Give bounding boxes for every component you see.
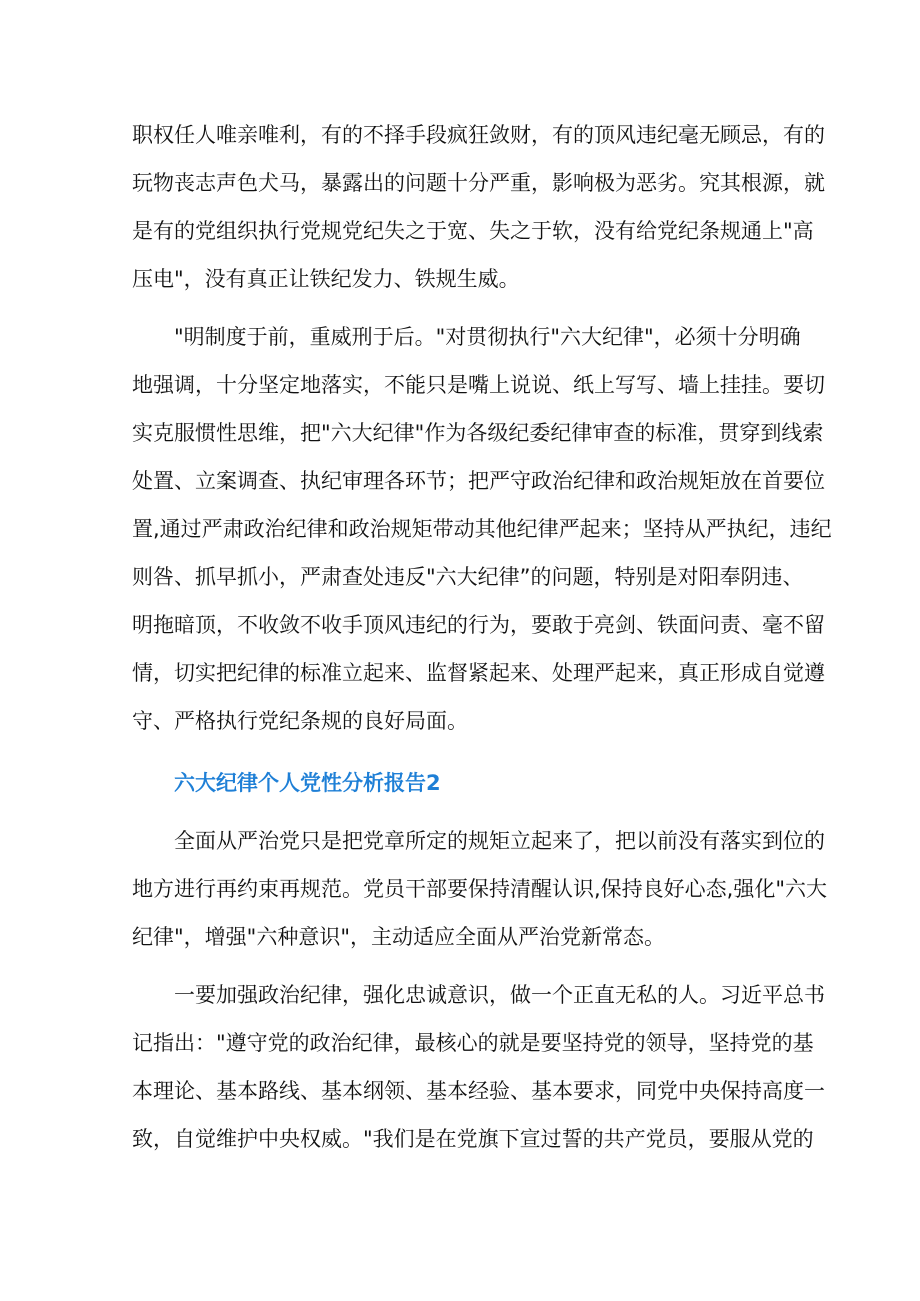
line-text: 地方进行再约束再规范。党员干部要保持清醒认识,保持良好心态,强化"六大: [132, 877, 828, 901]
paragraph-line: [132, 1116, 832, 1162]
paragraph-line: [132, 160, 832, 206]
line-text: 明拖暗顶，不收敛不收手顶风违纪的行为，要敢于亮剑、铁面问责、毫不留: [132, 613, 825, 637]
line-text: 纪律"，增强"六种意识"，主动适应全面从严治党新常态。: [132, 925, 665, 949]
paragraph-line: [132, 458, 832, 504]
paragraph-line: [132, 650, 832, 696]
section-heading: [174, 760, 874, 806]
line-text: 处置、立案调查、执纪审理各环节；把严守政治纪律和政治规矩放在首要位: [132, 469, 825, 493]
paragraph-line: [132, 506, 832, 552]
paragraph-line: [132, 362, 832, 408]
line-text: 实克服惯性思维，把"六大纪律"作为各级纪委纪律审查的标准，贯穿到线索: [132, 421, 824, 445]
line-text: 情，切实把纪律的标准立起来、监督紧起来、处理严起来，真正形成自觉遵: [132, 661, 825, 685]
paragraph-first-line: [174, 818, 834, 864]
paragraph-line: [132, 112, 832, 158]
line-text: 致，自觉维护中央权威。"我们是在党旗下宣过誓的共产党员，要服从党的: [132, 1127, 814, 1151]
paragraph-line: [132, 866, 832, 912]
line-text: 职权任人唯亲唯利，有的不择手段疯狂敛财，有的顶风违纪毫无顾忌，有的: [132, 123, 825, 147]
line-text: "明制度于前，重威刑于后。"对贯彻执行"六大纪律"，必须十分明确: [174, 325, 801, 349]
heading-text: 六大纪律个人党性分析报告2: [174, 771, 441, 795]
line-text: 本理论、基本路线、基本纲领、基本经验、基本要求，同党中央保持高度一: [132, 1079, 825, 1103]
line-text: 一要加强政治纪律，强化忠诚意识，做一个正直无私的人。习近平总书: [174, 983, 825, 1007]
paragraph-first-line: [174, 314, 834, 360]
paragraph-line: [132, 1020, 832, 1066]
paragraph-line: [132, 602, 832, 648]
line-text: 玩物丧志声色犬马，暴露出的问题十分严重，影响极为恶劣。究其根源，就: [132, 171, 825, 195]
line-text: 全面从严治党只是把党章所定的规矩立起来了，把以前没有落实到位的: [174, 829, 825, 853]
line-text: 地强调，十分坚定地落实，不能只是嘴上说说、纸上写写、墙上挂挂。要切: [132, 373, 825, 397]
paragraph-line: [132, 410, 832, 456]
line-text: 记指出："遵守党的政治纪律，最核心的就是要坚持党的领导，坚持党的基: [132, 1031, 814, 1055]
paragraph-line: [132, 256, 832, 302]
paragraph-line: [132, 914, 832, 960]
line-text: 守、严格执行党纪条规的良好局面。: [132, 709, 468, 733]
line-text: 则咎、抓早抓小，严肃查处违反"六大纪律”的问题，特别是对阳奉阴违、: [132, 565, 804, 589]
paragraph-line: [132, 698, 832, 744]
paragraph-line: [132, 208, 832, 254]
paragraph-line: [132, 1068, 832, 1114]
line-text: 是有的党组织执行党规党纪失之于宽、失之于软，没有给党纪条规通上"高: [132, 219, 814, 243]
line-text: 置,通过严肃政治纪律和政治规矩带动其他纪律严起来；坚持从严执纪，违纪: [132, 517, 832, 541]
line-text: 压电"，没有真正让铁纪发力、铁规生威。: [132, 267, 520, 291]
paragraph-first-line: [174, 972, 834, 1018]
paragraph-line: [132, 554, 832, 600]
